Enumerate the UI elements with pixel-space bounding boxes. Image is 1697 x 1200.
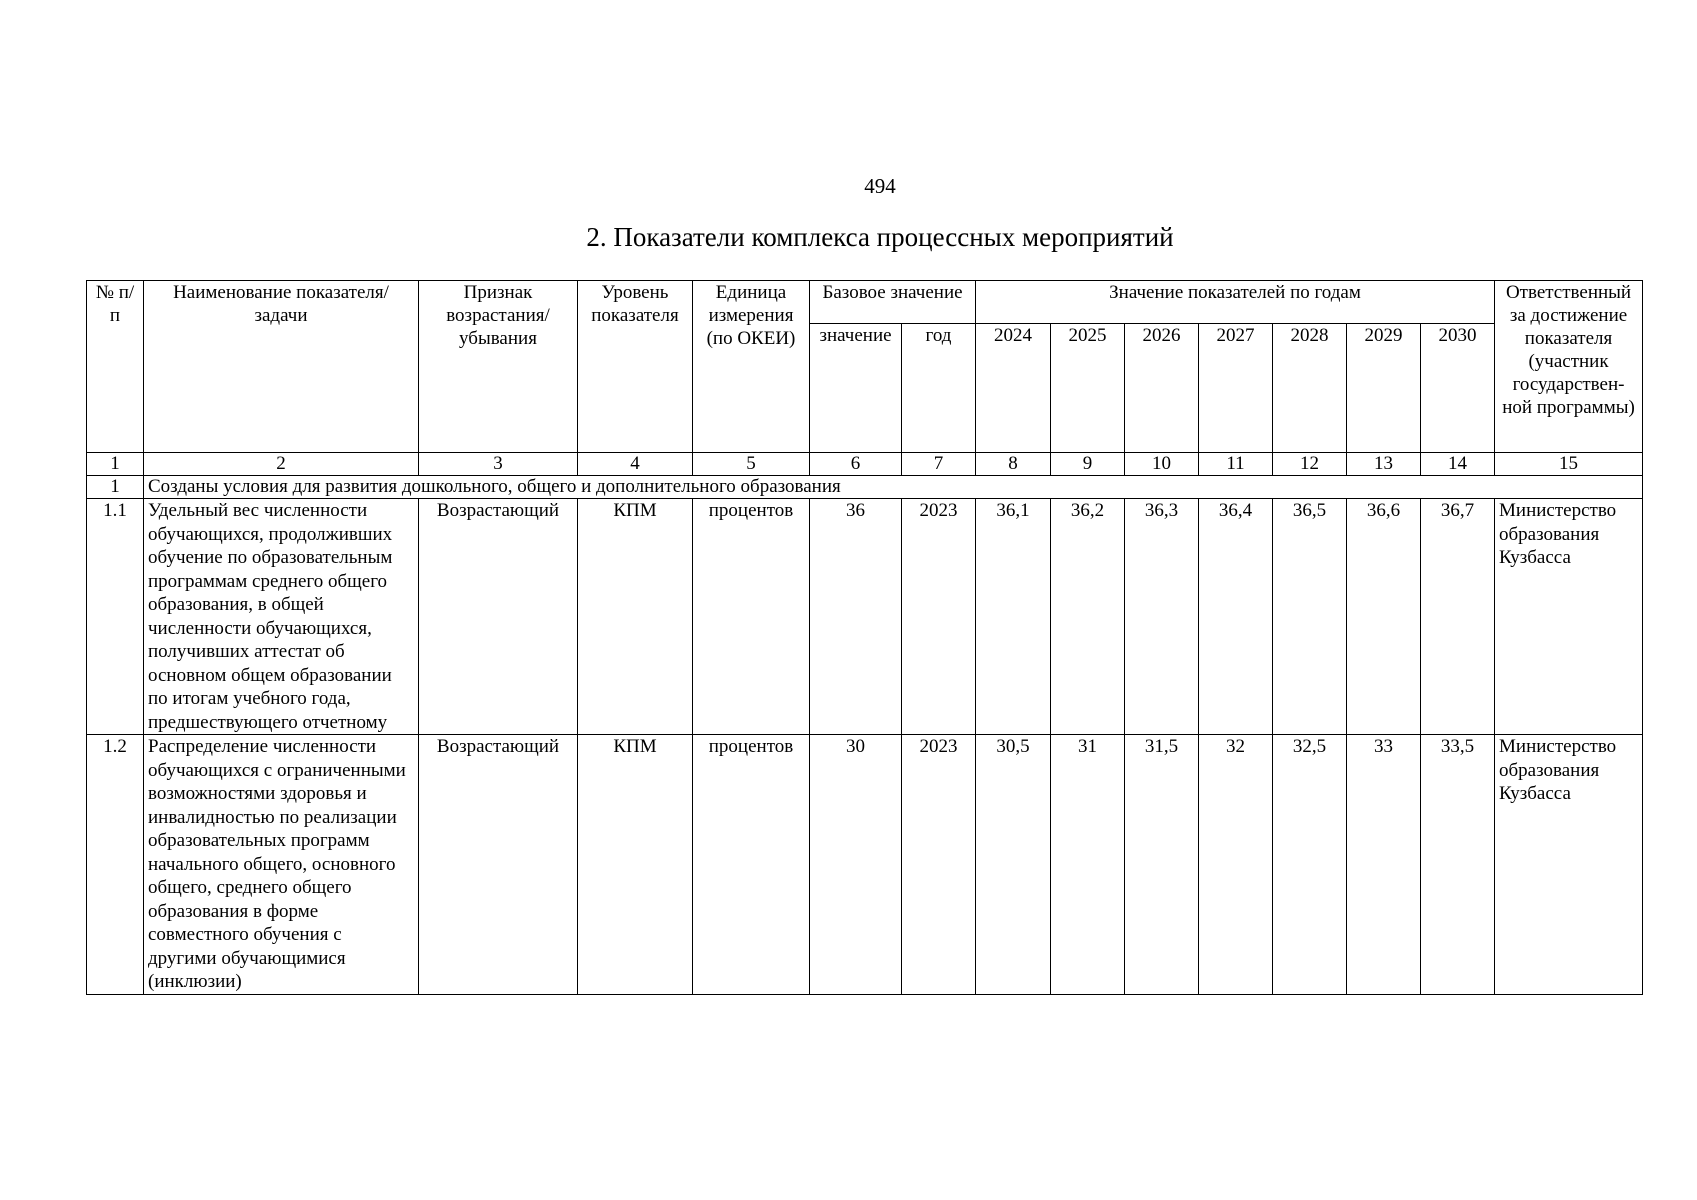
column-number: 7: [902, 453, 976, 476]
header-year: 2027: [1199, 324, 1273, 453]
header-year: 2025: [1051, 324, 1125, 453]
page-number: 494: [864, 174, 896, 198]
year-value: 36,3: [1125, 499, 1199, 735]
header-sign: Признак возрастания/ убывания: [419, 281, 578, 453]
header-year: 2030: [1421, 324, 1495, 453]
indicator-name: Распределение численности обучающихся с ограниченными возможностями здоровья и инвалидностью по реализации образовательных программ начального общего, основного общего, среднего общего образования в форме совместного обучения с другими обучающимися (инклюзии): [144, 735, 419, 995]
indicator-sign: Возрастающий: [419, 499, 578, 735]
column-number: 12: [1273, 453, 1347, 476]
year-value: 31: [1051, 735, 1125, 995]
group-number: 1: [87, 476, 144, 499]
year-value: 36,1: [976, 499, 1051, 735]
indicator-name: Удельный вес численности обучающихся, продолживших обучение по образовательным программам среднего общего образования, в общей численности обучающихся, получивших аттестат об основном общем образовании по итогам учебного года, предшествующего отчетному: [144, 499, 419, 735]
indicator-level: КПМ: [578, 735, 693, 995]
year-value: 36,4: [1199, 499, 1273, 735]
indicator-level: КПМ: [578, 499, 693, 735]
header-num: № п/п: [87, 281, 144, 453]
header-base-group: Базовое значение: [810, 281, 976, 324]
header-base-year: год: [902, 324, 976, 453]
column-number: 9: [1051, 453, 1125, 476]
year-value: 36,7: [1421, 499, 1495, 735]
responsible: Министерство образования Кузбасса: [1495, 735, 1643, 995]
task-group-row: [87, 476, 1643, 499]
header-years-group: Значение показателей по годам: [976, 281, 1495, 324]
column-number: 14: [1421, 453, 1495, 476]
group-title: Созданы условия для развития дошкольного, общего и дополнительного образования: [144, 476, 1643, 499]
table-row: [87, 499, 1643, 735]
year-value: 32,5: [1273, 735, 1347, 995]
year-value: 33: [1347, 735, 1421, 995]
column-number: 13: [1347, 453, 1421, 476]
document-title: 2. Показатели комплекса процессных мероприятий: [586, 222, 1174, 252]
row-number: 1.1: [87, 499, 144, 735]
column-number: 15: [1495, 453, 1643, 476]
base-value: 30: [810, 735, 902, 995]
base-year: 2023: [902, 735, 976, 995]
column-number: 5: [693, 453, 810, 476]
header-name: Наименование показателя/задачи: [144, 281, 419, 453]
column-number: 3: [419, 453, 578, 476]
responsible: Министерство образования Кузбасса: [1495, 499, 1643, 735]
year-value: 36,5: [1273, 499, 1347, 735]
year-value: 33,5: [1421, 735, 1495, 995]
column-number: 6: [810, 453, 902, 476]
column-number: 2: [144, 453, 419, 476]
indicator-unit: процентов: [693, 499, 810, 735]
column-number: 10: [1125, 453, 1199, 476]
header-year: 2029: [1347, 324, 1421, 453]
column-number: 8: [976, 453, 1051, 476]
header-unit: Единица измерения (по ОКЕИ): [693, 281, 810, 453]
base-value: 36: [810, 499, 902, 735]
year-value: 36,6: [1347, 499, 1421, 735]
header-year: 2024: [976, 324, 1051, 453]
year-value: 30,5: [976, 735, 1051, 995]
header-year: 2026: [1125, 324, 1199, 453]
column-number-row: [87, 453, 1643, 476]
indicator-sign: Возрастающий: [419, 735, 578, 995]
header-base-value: значение: [810, 324, 902, 453]
header-responsible: Ответственный за достижение показателя (участник государствен-ной программы): [1495, 281, 1643, 453]
indicator-unit: процентов: [693, 735, 810, 995]
base-year: 2023: [902, 499, 976, 735]
header-level: Уровень показателя: [578, 281, 693, 453]
table-row: [87, 735, 1643, 995]
column-number: 1: [87, 453, 144, 476]
header-year: 2028: [1273, 324, 1347, 453]
indicators-table: [86, 280, 1643, 995]
row-number: 1.2: [87, 735, 144, 995]
year-value: 32: [1199, 735, 1273, 995]
column-number: 11: [1199, 453, 1273, 476]
year-value: 36,2: [1051, 499, 1125, 735]
column-number: 4: [578, 453, 693, 476]
year-value: 31,5: [1125, 735, 1199, 995]
